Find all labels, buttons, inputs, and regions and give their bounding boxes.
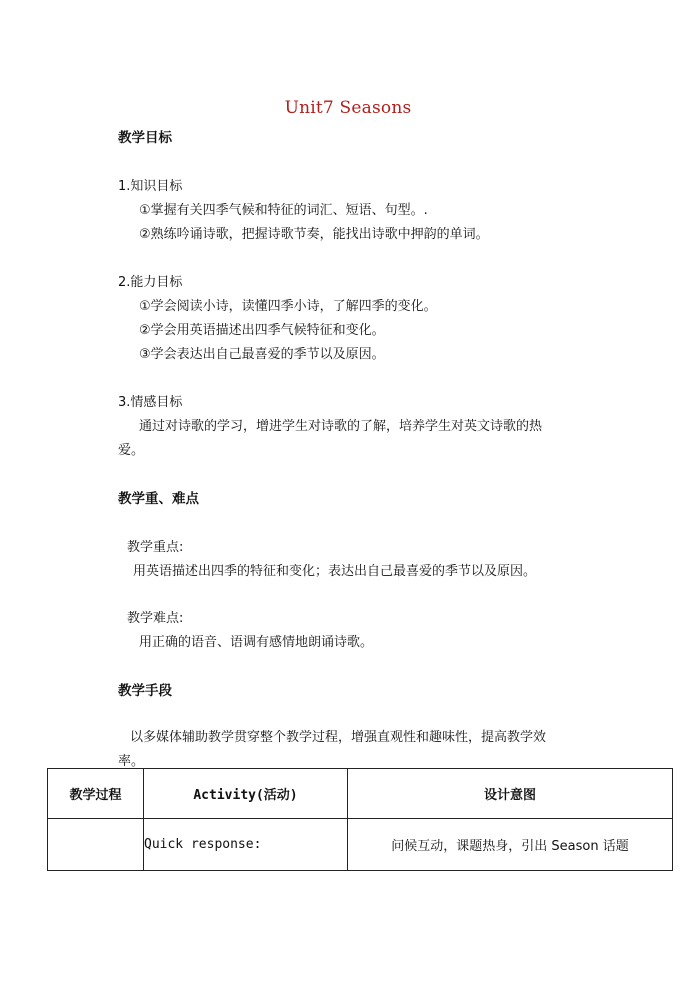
header-teaching-process: 教学过程 bbox=[48, 769, 144, 819]
header-design-intent: 设计意图 bbox=[348, 769, 673, 819]
emotion-objective-text-cont: 爱。 bbox=[118, 443, 145, 458]
emotion-objective-label: 3.情感目标 bbox=[118, 395, 183, 410]
ability-objective-item: ②学会用英语描述出四季气候特征和变化。 bbox=[139, 323, 385, 338]
section-heading-methods: 教学手段 bbox=[118, 683, 172, 699]
knowledge-objective-item: ①掌握有关四季气候和特征的词汇、短语、句型。. bbox=[139, 203, 428, 218]
document-title: Unit7 Seasons bbox=[284, 98, 412, 118]
difficulty-text: 用正确的语音、语调有感情地朗诵诗歌。 bbox=[139, 635, 374, 650]
knowledge-objective-label: 1.知识目标 bbox=[118, 179, 183, 194]
ability-objective-item: ①学会阅读小诗，读懂四季小诗，了解四季的变化。 bbox=[139, 299, 437, 314]
header-activity: Activity(活动) bbox=[144, 769, 348, 819]
methods-text: 以多媒体辅助教学贯穿整个教学过程，增强直观性和趣味性，提高教学效 bbox=[130, 730, 547, 745]
methods-text-cont: 率。 bbox=[118, 754, 145, 769]
emotion-objective-text: 通过对诗歌的学习，增进学生对诗歌的了解，培养学生对英文诗歌的热 bbox=[139, 419, 543, 434]
table-row bbox=[48, 819, 673, 871]
difficulty-label: 教学难点: bbox=[127, 611, 184, 626]
table-header-row bbox=[48, 769, 673, 819]
lesson-process-table bbox=[47, 768, 673, 871]
cell-teaching-process bbox=[48, 819, 144, 871]
focus-text: 用英语描述出四季的特征和变化；表达出自己最喜爱的季节以及原因。 bbox=[133, 564, 537, 579]
section-heading-key-points: 教学重、难点 bbox=[118, 491, 199, 507]
focus-label: 教学重点: bbox=[127, 540, 184, 555]
cell-activity: Quick response: bbox=[144, 819, 348, 871]
ability-objective-label: 2.能力目标 bbox=[118, 275, 183, 290]
cell-design-intent: 问候互动，课题热身，引出 Season 话题 bbox=[348, 819, 673, 871]
knowledge-objective-item: ②熟练吟诵诗歌，把握诗歌节奏，能找出诗歌中押韵的单词。 bbox=[139, 227, 489, 242]
ability-objective-item: ③学会表达出自己最喜爱的季节以及原因。 bbox=[139, 347, 385, 362]
section-heading-objectives: 教学目标 bbox=[118, 130, 172, 146]
